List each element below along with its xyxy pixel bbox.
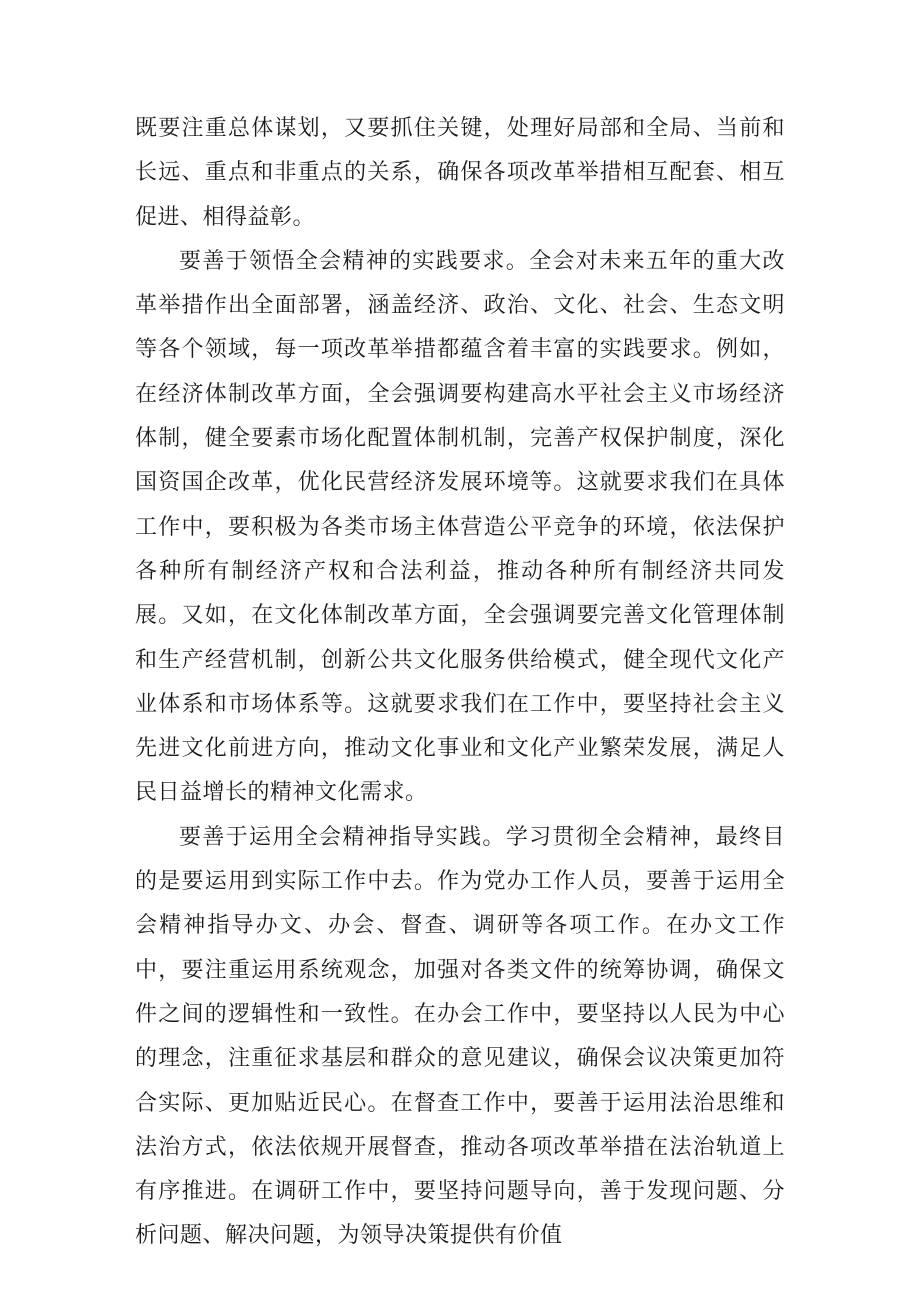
paragraph-practice-requirements: 要善于领悟全会精神的实践要求。全会对未来五年的重大改革举措作出全面部署，涵盖经济、政治、文化、社会、生态文明等各个领域，每一项改革举措都蕴含着丰富的实践要求。例如，在经济体制改革方面，全会强调要构建高水平社会主义市场经济体制，健全要素市场化配置体制机制，完善产权保护制度，深化国资国企改革，优化民营经济发展环境等。这就要求我们在具体工作中，要积极为各类市场主体营造公平竞争的环境，依法保护各种所有制经济产权和合法利益，推动各种所有制经济共同发展。又如，在文化体制改革方面，全会强调要完善文化管理体制和生产经营机制，创新公共文化服务供给模式，健全现代文化产业体系和市场体系等。这就要求我们在工作中，要坚持社会主义先进文化前进方向，推动文化事业和文化产业繁荣发展，满足人民日益增长的精神文化需求。 — [135, 248, 785, 806]
paragraph-guide-practice: 要善于运用全会精神指导实践。学习贯彻全会精神，最终目的是要运用到实际工作中去。作为党办工作人员，要善于运用全会精神指导办文、办会、督查、调研等各项工作。在办文工作中，要注重运用系统观念，加强对各类文件的统筹协调，确保文件之间的逻辑性和一致性。在办会工作中，要坚持以人民为中心的理念，注重征求基层和群众的意见建议，确保会议决策更加符合实际、更加贴近民心。在督查工作中，要善于运用法治思维和法治方式，依法依规开展督查，推动各项改革举措在法治轨道上有序推进。在调研工作中，要坚持问题导向，善于发现问题、分析问题、解决问题，为领导决策提供有价值 — [135, 824, 785, 1249]
paragraph-continuation: 既要注重总体谋划，又要抓住关键，处理好局部和全局、当前和长远、重点和非重点的关系，确保各项改革举措相互配套、相互促进、相得益彰。 — [135, 116, 785, 230]
document-body — [135, 107, 785, 1259]
